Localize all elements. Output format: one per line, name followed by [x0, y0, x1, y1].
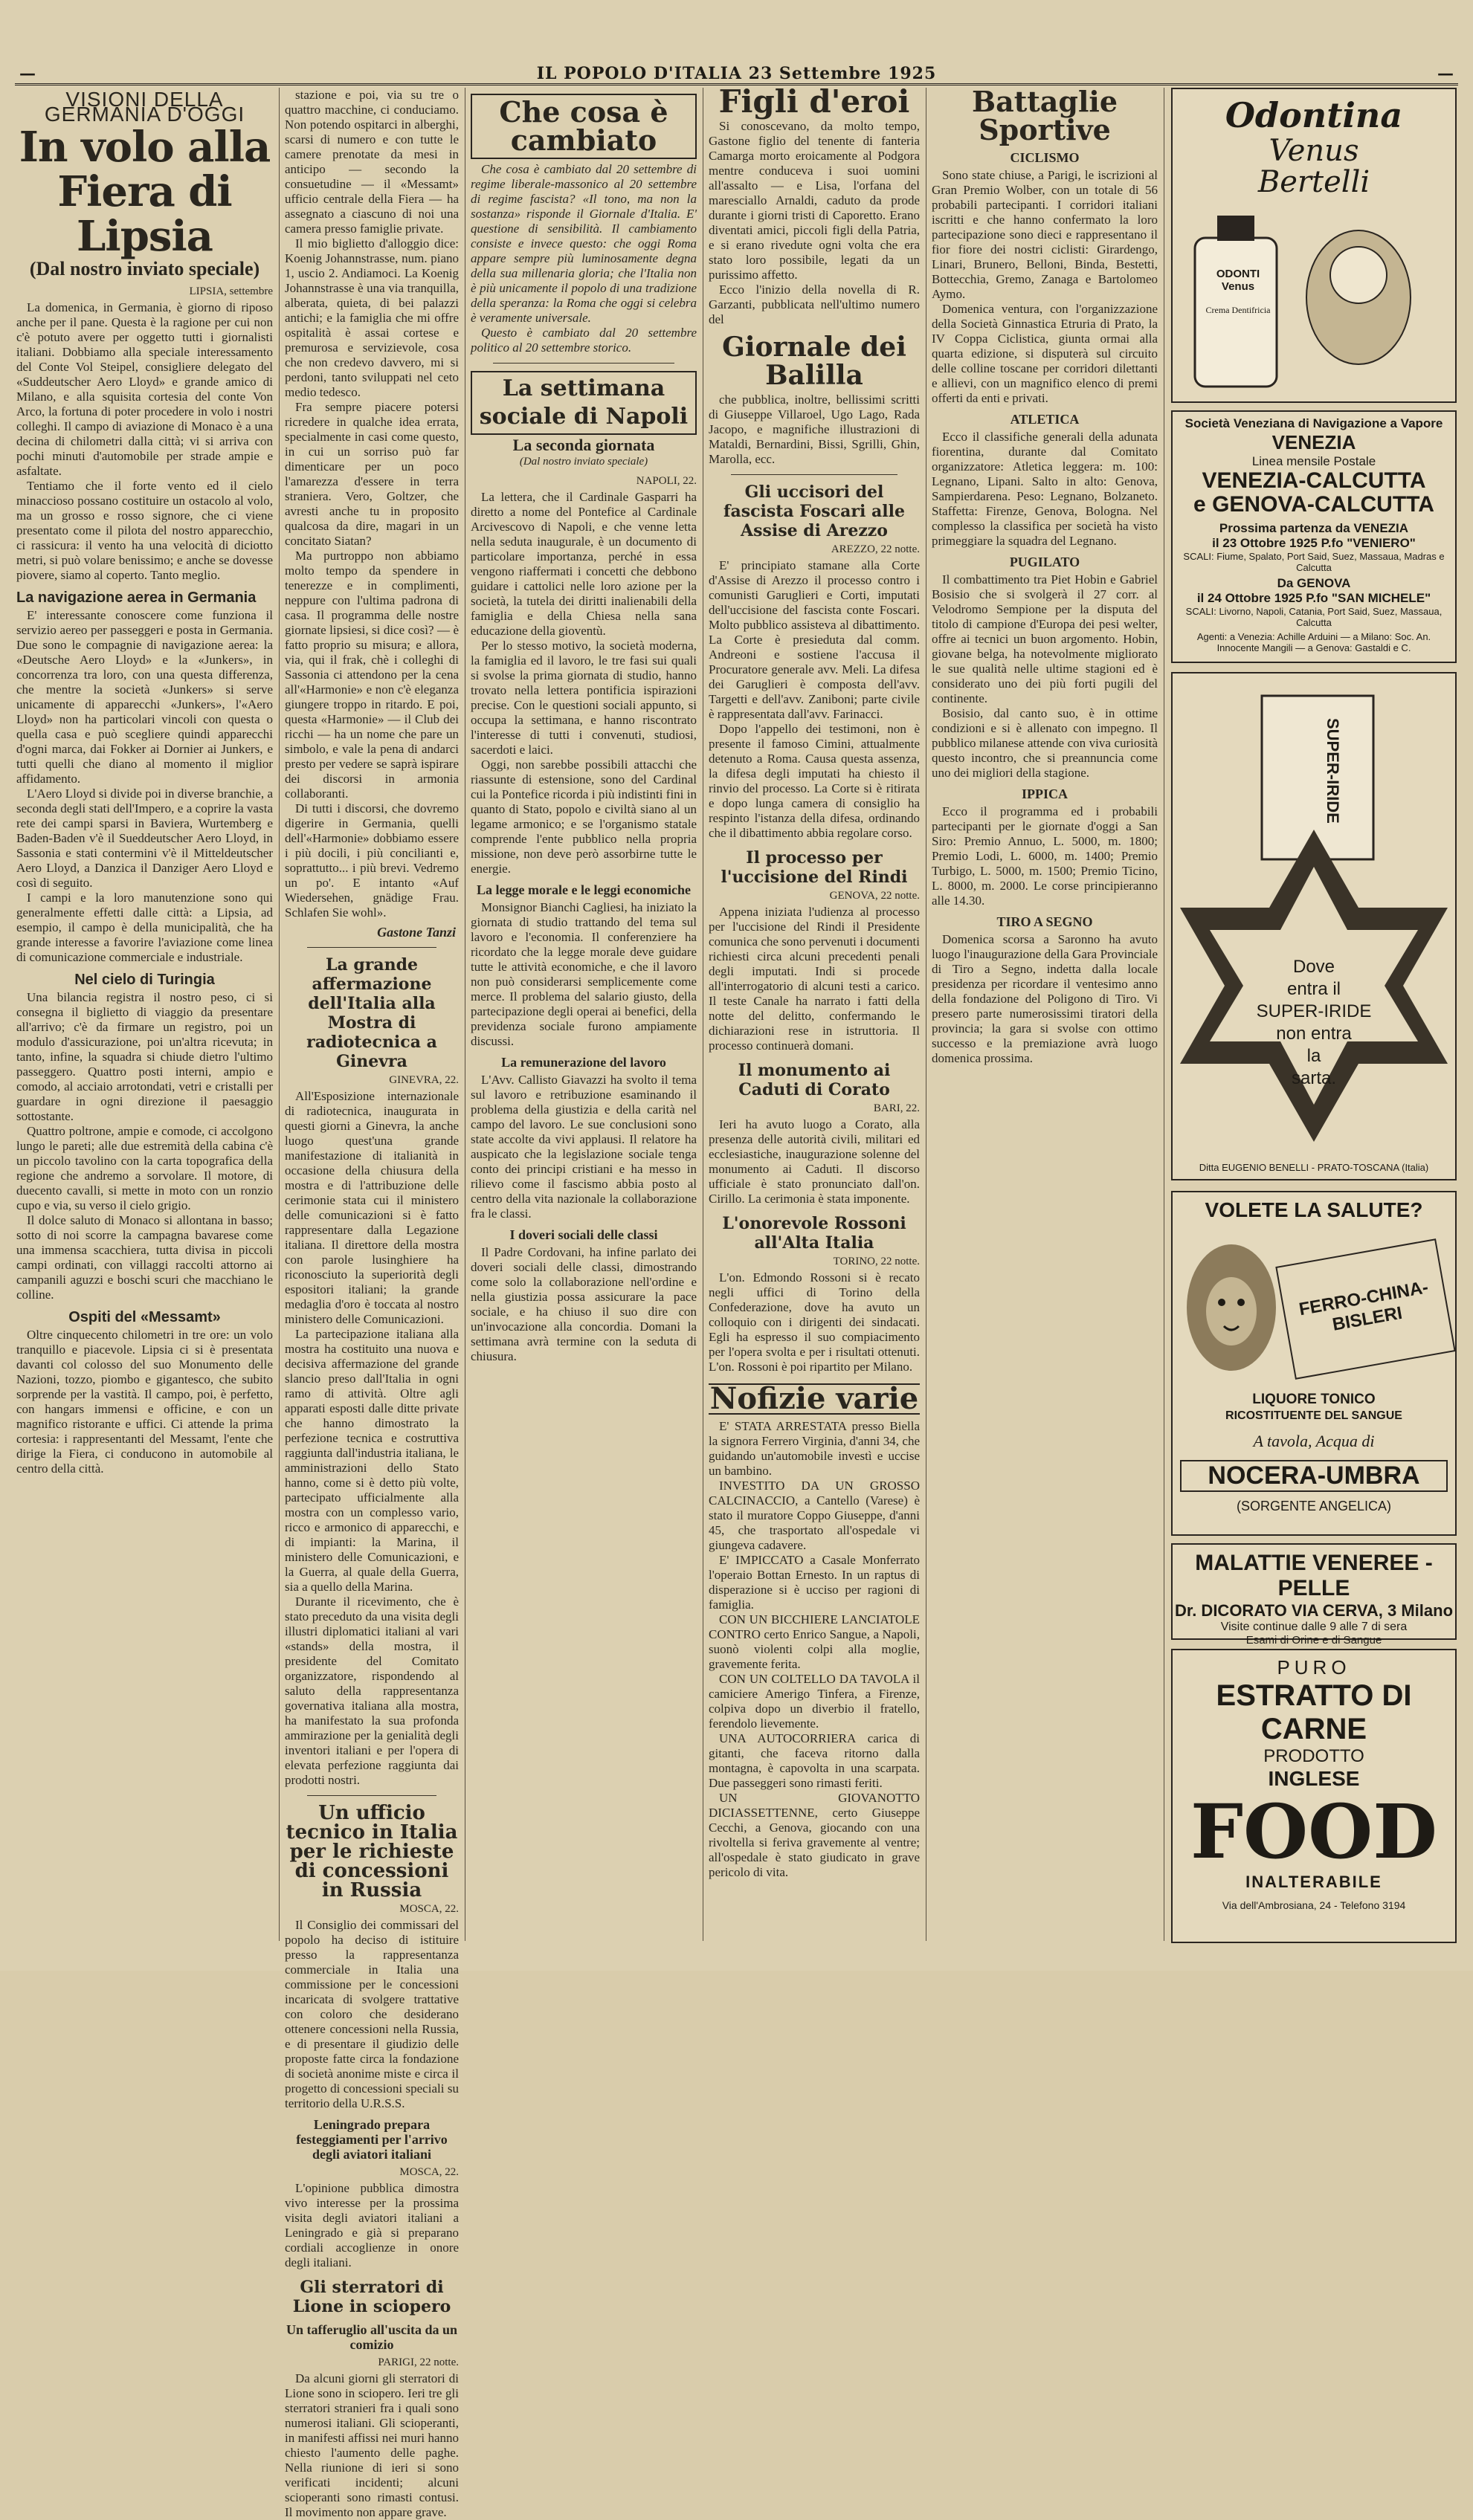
paragraph: Appena iniziata l'udienza al processo per l'uccisione del Rindi il Presidente comunica che sono pervenuti i documenti richiesti circa alcuni precedenti penali degli imputati. Indi si procede all'interrogatorio di alcuni testi a carico. Il teste Canale ha narrato i fatti della notte del delitto, confermando le dichiarazioni rese in istruttoria. Il processo continuerà domani.	[709, 905, 920, 1053]
headline-rindi: Il processo per l'uccisione del Rindi	[721, 848, 908, 887]
paragraph: L'Avv. Callisto Giavazzi ha svolto il tema sul lavoro e retribuzione esaminando il problema della giustizia e della carità nel campo del lavoro. Le sue conclusioni sono state accolte da vivi applausi. Il relatore ha auspicato che la legislazione sociale tenga conto dei principi cristiani e ha messo in rilievo come il fascismo abbia posto al centro della vita nazionale la collaborazione fra le classi.	[471, 1073, 697, 1221]
ad-food-line: PURO	[1277, 1656, 1351, 1679]
ad-agents: Agenti: a Venezia: Achille Arduini — a Milano: Soc. An. Innocente Mangili — a Genova: Gastaldi e C.	[1196, 631, 1431, 653]
ad-ports: SCALI: Livorno, Napoli, Catania, Port Said, Suez, Massaua, Calcutta	[1185, 606, 1443, 628]
section-heading: ATLETICA	[1010, 412, 1080, 427]
paragraph: Bosisio, dal canto suo, è in ottime condizioni e si è allenato con impegno. Il pubblico milanese attende con viva curiosità questo incontro, che si preannuncia come uno dei migliori della stagione.	[932, 706, 1158, 780]
paragraph: che pubblica, inoltre, bellissimi scritti di Giuseppe Villaroel, Ugo Lago, Rada Jacopo, e magnifiche illustrazioni di Mataldi, Bernardini, Bissi, Sgrilli, Ghin, Marolla, ecc.	[709, 392, 920, 466]
paragraph: All'Esposizione internazionale di radiotecnica, inaugurata in questi giorni a Ginevra, la anche luogo quest'una grande manifestazione di italianità in occasione della chiusura della mostra e di l'attribuzione delle cerimonie stata cui il ministero delle comunicazioni si è fatto rappresentare dalla Legazione italiana. Il direttore della mostra con parole lusinghiere ha riconosciuto la superiorità degli espositori italiani; la grande medaglia d'oro è toccata al nostro ministero delle Comunicazioni.	[285, 1089, 459, 1326]
paragraph: L'Aero Lloyd si divide poi in diverse branchie, a seconda degli stati dell'Impero, e a coprire la vasta rete dei campi sparsi in Baviera, Wurtemberg e Baden-Baden v'è il Sueddeutscher Aero Lloyd, in Sassonia e stati contermini v'è il Mitteldeutscher Aero Lloyd, a Danzica il Danziger Aero Lloyd e così di seguito.	[16, 786, 273, 890]
paragraph: La domenica, in Germania, è giorno di riposo anche per il pane. Questa è la ragione per cui non c'è potuto avere per oggetto tutti i giornalisti italiani. Dobbiamo alla speciale interessamento del Conte Vol Steipel, consigliere delegato del «Suddeutscher Aero Lloyd» e grande amico di Milano, e alla squisita cortesia del conte Von Arco, la fortuna di poter procedere in volo i nostri colleghi. Il campo di aviazione di Monaco è a una decina di chilometri dalla città; vi si arriva con pochi minuti d'automobile per strade ampie e asfaltate.	[16, 300, 273, 478]
ad-city: VENEZIA	[1271, 431, 1356, 453]
news-item: CON UN COLTELLO DA TAVOLA il camiciere Amerigo Tinfera, a Firenze, colpiva dopo un diverbio il fratello, ferendolo lievemente.	[709, 1672, 920, 1731]
ad-brand-line: Venus	[1269, 134, 1359, 168]
ad-brand: Odontina	[1225, 95, 1403, 135]
masthead-left: —	[19, 64, 36, 83]
column-1	[16, 88, 273, 1941]
separator	[307, 1795, 436, 1796]
headline-corato: Il monumento ai Caduti di Corato	[738, 1061, 891, 1099]
ad-head: MALATTIE VENEREE - PELLE	[1195, 1551, 1433, 1600]
ad-slogan	[1173, 956, 1455, 1090]
paragraph: Per lo stesso motivo, la società moderna, la famiglia ed il lavoro, le tre fasi sui quali si svolse la prima giornata di studio, hanno trovato nella lettera pontificia ispirazioni precise. Con le questioni sociali appunto, si occupa la settimana, e hanno riscontrato l'interesse di tutti i convenuti, studiosi, sacerdoti e laici.	[471, 639, 697, 757]
paragraph: Tentiamo che il forte vento ed il cielo minaccioso possano costituire un ostacolo al volo, ma un grosso e rosso signore, che ci viene presentato come il pilota del nostro apparecchio, ci rassicura: il vento ha una velocità di diciotto metri, si può volare benissimo; e anche se dovesse piovere, siamo al coperto. Tanto meglio.	[16, 479, 273, 582]
paragraph: Monsignor Bianchi Cagliesi, ha iniziato la giornata di studio trattando del tema sul lavoro e l'economia. Il conferenziere ha ricordato che la legge morale deve guidare tutte le attività economiche, e che il lavoro non può considerarsi semplicemente come merce. Il problema del salario giusto, della partecipazione degli operai ai benefici, della previdenza sociale furono ampiamente discussi.	[471, 900, 697, 1048]
ad-tagline: A tavola, Acqua di	[1253, 1432, 1375, 1450]
ad-departure: il 23 Ottobre 1925 P.fo "VENIERO"	[1212, 536, 1416, 550]
section-heading: IPPICA	[1022, 786, 1068, 801]
news-item: UN GIOVANOTTO DICIASSETTENNE, certo Giuseppe Cecchi, a Genova, giocando con una rivoltella si feriva gravemente al ventre; all'ospedale è stato giudicato in grave pericolo di vita.	[709, 1791, 920, 1879]
dateline: PARIGI, 22 notte.	[378, 2356, 459, 2368]
small-note: (Dal nostro inviato speciale)	[519, 456, 648, 468]
paragraph: Ecco il programma ed i probabili partecipanti per le giornate d'oggi a San Siro: Premio Annuo, L. 5000, m. 1800; Premio Lodi, L. 6000, m. 1400; Premio Turbigo, L. 5000, m. 1500; Premio Ticino, L. 8000, m. 2000. Le corse principieranno alle 14.30.	[932, 804, 1158, 908]
column-2	[285, 88, 459, 2519]
news-item: INVESTITO DA UN GROSSO CALCINACCIO, a Cantello (Varese) è stato il muratore Coppo Giuseppe, d'anni 45, che trasportato all'ospedale vi giungeva cadavere.	[709, 1479, 920, 1552]
column-3	[471, 88, 697, 1941]
paragraph: Il dolce saluto di Monaco si allontana in basso; sotto di noi scorre la campagna bavarese come una immensa scacchiera, tutta divisa in piccoli campi ordinati, con villaggi raccolti attorno ai campanili aguzzi e boschi scuri che macchiano le colline.	[16, 1213, 273, 1302]
ad-spring: (SORGENTE ANGELICA)	[1236, 1499, 1392, 1513]
slogan-line: entra il	[1286, 979, 1341, 999]
paragraph: La lettera, che il Cardinale Gasparri ha diretto a nome del Pontefice al Cardinale Arcivescovo di Napoli, e che venne letta nella seduta inaugurale, è un documento di particolare importanza, perché in essa vengono riaffermati i concetti che debbono guidare i cattolici nelle loro azione per la società, la tutela dei diritti inalienabili della famiglia e della Chiesa nella sana educazione della gioventù.	[471, 490, 697, 638]
paragraph: Ma purtroppo non abbiamo molto tempo da spendere in tenerezze e in complimenti, neppure con l'ultima padrona di casa. Il programma delle nostre giornate lipsiesi, si dice così? — è fatto proprio su misura; e allora, via, qui il frak, chè i colleghi di Sassonia ci attendono per la cena all'«Harmonie» e non c'è eleganza giungere troppo in ritardo. E poi, questa «Harmonie» — il Club dei ricchi — ha un nome che pare un simbolo, e vale la pena di andarci presto per vedere se saprà ispirare dei discorsi in armonia collaboranti.	[285, 549, 459, 801]
ad-doctor: Dr. DICORATO VIA CERVA, 3 Milano	[1174, 1601, 1454, 1620]
dateline: MOSCA, 22.	[399, 2166, 459, 2178]
headline-sterratori-lione: Gli sterratori di Lione in sciopero	[292, 2278, 451, 2316]
paragraph: Oltre cinquecento chilometri in tre ore: un volo tranquillo e piacevole. Lipsia ci si è presentata davanti col colosso del suo Monumento delle Nazioni, tozzo, piombo e gigantesco, che subito sorprende per la vastità. Il campo, poi, è perfetto, con hangars immensi e officine, e con un magnifico ristorante e uffici. Ci attende la prima cortesia: i rappresentanti del Messamt, l'ente che dirige la Fiera, ci conducono in automobile al centro della città.	[16, 1328, 273, 1476]
paragraph: Ecco il classifiche generali della adunata fiorentina, durante dal Comitato organizzatore: Atletica leggera: m. 100: Legnano, Lipani. Salto in alto: Genova, Sampierdarena. Peso: Legnano, Bolzaneto. Staffetta: Firenze, Genova, Bologna. Nel complesso la classifica per società ha visto primeggiare la squadra del Legnano.	[932, 430, 1158, 548]
masthead-right: —	[1437, 64, 1454, 83]
paragraph: Una bilancia registra il nostro peso, ci si consegna il biglietto di viaggio da presentare all'arrivo; c'è da firmare un registro, poi un modulo d'assicurazione, poi un'altra ricevuta; in tanto, infine, la squadra si chiude dietro l'ultimo passeggero. Quattro posti interni, ampio e comodo, al acciaio arrotondati, vetri e cristalli per guardare in ogni direzione il paesaggio sottostante.	[16, 990, 273, 1123]
ad-maker: Ditta EUGENIO BENELLI - PRATO-TOSCANA (Italia)	[1199, 1162, 1429, 1173]
ad-food-line: PRODOTTO	[1263, 1746, 1364, 1766]
slogan-line: la	[1306, 1046, 1321, 1066]
paragraph: Domenica ventura, con l'organizzazione della Società Ginnastica Etruria di Prato, la IV Coppa Ciclistica, giunta ormai alla quarta edizione, si disputerà sul circuito delle colline toscane per corridori dilettanti e allievi, con un magnifico elenco di premi offerti da enti e privati.	[932, 302, 1158, 405]
column-4	[709, 83, 920, 1941]
paragraph: Fra sempre piacere potersi ricredere in qualche idea errata, specialmente in casi come questo, in cui un sorriso può far dimenticare per un poco l'amarezza d'essere in terra straniera. Vero, Goltzer, che avresti anche tu in proposito qualcosa da dire, magari in un concitato Siatan?	[285, 400, 459, 548]
ad-food-line: ESTRATTO DI CARNE	[1216, 1679, 1412, 1745]
dateline: AREZZO, 22 notte.	[831, 543, 920, 555]
tube-label: Crema Dentifricia	[1205, 305, 1271, 315]
paragraph: Questo è cambiato dal 20 settembre politico al 20 settembre storico.	[471, 326, 697, 355]
paragraph: Dopo l'appello dei testimoni, non è presente il famoso Cimini, attualmente detenuto a Roma. Causa questa assenza, la difesa degli imputati ha chiesto il rinvio del processo. La Corte si è ritirata e dopo lunga camera di consiglio ha respinto l'istanza della difesa, ordinando che il dibattimento abbia regolare corso.	[709, 722, 920, 840]
ad-ports: SCALI: Fiume, Spalato, Port Said, Suez, Massaua, Madras e Calcutta	[1183, 551, 1445, 573]
subheadline: (Dal nostro inviato speciale)	[29, 258, 260, 280]
paragraph: Sono state chiuse, a Parigi, le iscrizioni al Gran Premio Wolber, con un totale di 56 probabili partecipanti. I corridori italiani iscritti e che hanno confermato la loro partecipazione sono dieci e rappresentano il fior fiore dei nostri ciclisti: Girardengo, Linari, Brunero, Belloni, Binda, Bestetti, Bottecchia, Gremo, Zanaga e Bartolomeo Aymo.	[932, 168, 1158, 301]
section-heading: La remunerazione del lavoro	[501, 1055, 666, 1070]
paragraph: Si conoscevano, da molto tempo, Gastone figlio del tenente di fanteria Camarga morto eroicamente al Podgora mentre conduceva i suoi uomini all'assalto — e Lisa, l'orfana del maresciallo Arnaldi, caduto da prode durante i giorni tristi di Caporetto. Erano diventati amici, piccoli figli della Patria, e si erano rivedute ogni volta che era stato loro possibile, legati da un purissimo affetto.	[709, 119, 920, 282]
ad-head: Società Veneziana di Navigazione a Vapore	[1184, 416, 1443, 430]
ad-food-brand: FOOD	[1190, 1788, 1437, 1876]
paragraph: Di tutti i discorsi, che dovremo digerire in Germania, quelli dell'«Harmonie» dobbiamo essere i più docili, i più concilianti e, soprattutto... i più brevi. Vedremo un po'. E intanto «Auf Wiedersehen, gnädige Frau. Schlafen Sie wohl».	[285, 801, 459, 920]
ad-odontina	[1171, 88, 1457, 403]
ad-food	[1171, 1649, 1457, 1943]
paragraph: Il Consiglio dei commissari del popolo ha deciso di istituire presso la rappresentanza commerciale in Italia una commissione per le concessioni incaricata di svolgere trattative con coloro che desiderano ottenere concessioni nella Russia, e di presentare il giudizio delle proposte fatte circa la fondazione di società anonime miste e circa il progetto di concessioni speciali su territorio della U.R.S.S.	[285, 1918, 459, 2110]
slogan-line: Dove	[1292, 957, 1335, 977]
headline-settimana-sociale: La settimana sociale di Napoli	[471, 371, 697, 435]
paragraph: Il mio biglietto d'alloggio dice: Koenig Johannstrasse, num. piano 1, uscio 2. Andiamoci. La Koenig Johannstrasse è una via tranquilla, alberata, quieta, di bei palazzi antichi; e la famiglia che mi offre ospitalità è assai cortese e premurosa e servizievole, cosa che non credevo davvero, mi si perdoni, tanto sviluppati nel ceto medio tedesco.	[285, 236, 459, 399]
separator	[307, 947, 436, 948]
ad-route: e GENOVA-CALCUTTA	[1193, 492, 1434, 517]
section-heading: TIRO A SEGNO	[996, 914, 1093, 929]
news-item: CON UN BICCHIERE LANCIATOLE CONTRO certo Enrico Sangue, a Napoli, suonò violenti colpi alla moglie, gravemente ferita.	[709, 1612, 920, 1671]
ad-tagline: RICOSTITUENTE DEL SANGUE	[1225, 1409, 1402, 1422]
section-heading: La navigazione aerea in Germania	[16, 589, 257, 606]
paragraph: Durante il ricevimento, che è stato preceduto da una visita degli illustri diplomatici italiani al vari «stands» della mostra, il presidente del Comitato organizzatore, rispondendo al saluto della rappresentanza governativa italiana alla mostra, ha manifestato la sua profonda ammirazione per la genialità degli inventori italiani e per l'opera di elevata perfezione raggiunta dai prodotti nostri.	[285, 1595, 459, 1787]
news-item: UNA AUTOCORRIERA carica di gitanti, che faceva ritorno dalla montagna, è capovolta in una scarpata. Due passeggeri sono rimasti feriti.	[709, 1731, 920, 1790]
box-label: SUPER-IRIDE	[1324, 718, 1342, 824]
masthead-title: IL POPOLO D'ITALIA 23 Settembre 1925	[536, 64, 937, 83]
masthead	[15, 64, 1458, 85]
headline-che-cosa-e-cambiato: Che cosa è cambiato	[471, 94, 697, 159]
subheadline: La seconda giornata	[512, 436, 655, 454]
ad-departure: il 24 Ottobre 1925 P.fo "SAN MICHELE"	[1196, 591, 1431, 605]
ad-hours: Visite continue dalle 9 alle 7 di sera	[1220, 1621, 1408, 1633]
section-heading: CICLISMO	[1010, 150, 1080, 165]
ad-ferro-china	[1171, 1191, 1457, 1536]
paragraph: Che cosa è cambiato dal 20 settembre di regime liberale-massonico al 20 settembre di regime fascista? «Il tono, ma non la sostanza» risponde il Giornale d'Italia. E' questione di sensibilità. Il cambiamento consiste e invece questo: che oggi Roma appare sempre più luminosamente degna della sua millenaria gloria; che l'Italia non è più unicamente il popolo di una tradizione della speranza: la Roma che oggi si celebra è veramente universale.	[471, 162, 697, 325]
paragraph: Quattro poltrone, ampie e comode, ci accolgono lungo le pareti; alle due estremità della cabina c'è un piccolo tavolino con la carta topografica della regione che andremo a sorvolare. Il motore, di duecento cavalli, si mette in moto con un ronzio cupo e via, su verso il cielo grigio.	[16, 1124, 273, 1212]
dateline: LIPSIA, settembre	[189, 285, 273, 297]
byline: Gastone Tanzi	[377, 925, 456, 940]
subheadline: Un tafferuglio all'uscita da un comizio	[286, 2322, 458, 2352]
paragraph: Da alcuni giorni gli sterratori di Lione sono in sciopero. Ieri tre gli sterratori stranieri fra i quali sono numerosi italiani. Gli scioperanti, in manifesti affissi nei muri hanno chiesto l'aumento delle paghe. Nella riunione di ieri si sono verificati incidenti; alcuni scioperanti sono rimasti contusi. Il movimento non appare grave.	[285, 2371, 459, 2519]
dateline: TORINO, 22 notte.	[833, 1256, 920, 1267]
paragraph: L'opinione pubblica dimostra vivo interesse per la prossima visita degli aviatori italiani a Leningrado e già si preparano cordiali accoglienze in onore degli italiani.	[285, 2181, 459, 2269]
headline-ufficio-tecnico: Un ufficio tecnico in Italia per le richieste di concessioni in Russia	[286, 1802, 458, 1902]
ad-brand-line: Bertelli	[1257, 165, 1370, 199]
slogan-line: sarta.	[1291, 1068, 1337, 1088]
section-heading: PUGILATO	[1009, 555, 1080, 569]
paragraph: Il Padre Cordovani, ha infine parlato dei doveri sociali delle classi, dimostrando come solo la collaborazione nell'ordine e nella giustizia possa assicurare la pace sociale, e ha chiuso il suo dire con un'invocazione alla concordia. Domani la settimana avrà termine con la seduta di chiusura.	[471, 1245, 697, 1363]
headline-foscari: Gli uccisori del fascista Foscari alle Assise di Arezzo	[723, 482, 906, 540]
paragraph: E' principiato stamane alla Corte d'Assise di Arezzo il processo contro i comunisti Garuglieri e Corti, imputati dell'uccisione del fascista conte Foscari. Molto pubblico assisteva al dibattimento. La Corte è presieduta dal comm. Andreoni e sostiene l'accusa il Procuratore generale avv. Meli. La difesa dei Garuglieri è composta dell'avv. Targetti e dell'avv. Zaniboni; parte civile è rappresentata dall'avv. Farinacci.	[709, 558, 920, 721]
ad-navigazione	[1171, 410, 1457, 663]
headline-giornale-balilla: Giornale dei Balilla	[722, 332, 906, 391]
headline-leningrado: Leningrado prepara festeggiamenti per l'arrivo degli aviatori italiani	[296, 2117, 448, 2162]
paragraph: stazione e poi, via su tre o quattro macchine, ci conduciamo. Non potendo ospitarci in alberghi, scarsi di numero e con tutte le camere prenotate da mesi in anticipo — secondo la consuetudine — il «Messamt» ufficio centrale della Fiera — ha assegnato a ciascuno di noi una camera presso famiglie private.	[285, 88, 459, 236]
paragraph: E' interessante conoscere come funziona il servizio aereo per passeggeri e posta in Germania. Due sono le compagnie di navigazione aerea: la «Deutsche Aero Lloyd» e la «Junkers», in concorrenza tra loro, con una questa differenza, che mentre la società «Junkers» si serve unicamente di apparecchi «Junkers», l'«Aero Lloyd» non ha particolari vincoli con questa o quella casa e può scegliere quindi apparecchi d'ogni marca, dai Fokker ai Dornier ai Junkers, e tutti quelli che diano al momento il miglior affidamento.	[16, 608, 273, 786]
ad-malattie	[1171, 1543, 1457, 1647]
section-heading: Nel cielo di Turingia	[74, 972, 215, 988]
headline-fiera-lipsia: In volo alla Fiera di Lipsia	[19, 123, 271, 261]
ad-address: Via dell'Ambrosiana, 24 - Telefono 3194	[1222, 1899, 1406, 1911]
ad-water-brand: NOCERA-UMBRA	[1180, 1460, 1448, 1492]
section-heading: La legge morale e le leggi economiche	[477, 882, 691, 897]
section-heading: I doveri sociali delle classi	[509, 1227, 658, 1242]
headline-rossoni: L'onorevole Rossoni all'Alta Italia	[722, 1214, 906, 1253]
paragraph: Oggi, non sarebbe possibili attacchi che riassunte di estensione, sono del Cardinal cui la Pontefice ricorda i più indistinti fini in quanto di Stato, popolo e civiltà siano al un legame armonico; e se l'organismo statale comprende l'ente pubblico nella propria missione, non deve però assorbirne tutte le energie.	[471, 757, 697, 876]
paragraph: Ecco l'inizio della novella di R. Garzanti, pubblicata nell'ultimo numero del	[709, 282, 920, 326]
slogan-line: non entra	[1276, 1024, 1352, 1044]
dateline: NAPOLI, 22.	[636, 475, 697, 487]
separator	[493, 363, 674, 364]
dateline: BARI, 22.	[873, 1102, 920, 1114]
ad-tagline: LIQUORE TONICO	[1252, 1392, 1376, 1407]
ad-brand: FERRO-CHINA-BISLERI	[1275, 1238, 1455, 1380]
news-item: E' STATA ARRESTATA presso Biella la signora Ferrero Virginia, d'anni 34, che guidando un'automobile investì e uccise un bambino.	[709, 1419, 920, 1478]
ad-departure: Prossima partenza da VENEZIA	[1219, 521, 1409, 535]
ad-route: VENEZIA-CALCUTTA	[1202, 468, 1426, 493]
slogan-line: SUPER-IRIDE	[1256, 1001, 1372, 1021]
paragraph: Il combattimento tra Piet Hobin e Gabriel Bosisio che si svolgerà il 27 corr. al Velodromo Sempione per la disputa del titolo di campione d'Europa dei pesi welter, offre ai tecnici un buon argomento. Hobin, giovane belga, ha notevolmente migliorato le sue qualità nelle ultime stagioni ed è considerato uno dei più forti pugili del continente.	[932, 572, 1158, 705]
paragraph: La partecipazione italiana alla mostra ha costituito una nuova e decisiva affermazione del grande slancio preso dall'Italia in ogni ramo di attività. Oltre agli apparati esposti dalle ditte private che hanno dimostrato la perfezione tecnica e costruttiva raggiunta dall'industria italiana, le amministrazioni dello Stato hanno, come si è detto più volte, partecipato ufficialmente alla mostra con un complesso vario, ricco e armonico di apparecchi, e di impianti: la Marina, il ministero delle Comunicazioni, e la Guerra, al quale della Guerra, sia a quello della Marina.	[285, 1327, 459, 1594]
lion-head-icon	[1183, 1237, 1280, 1378]
ad-food-line: INGLESE	[1268, 1767, 1360, 1790]
dateline: GENOVA, 22 notte.	[829, 890, 920, 902]
ad-extra: Esami di Orine e di Sangue	[1245, 1634, 1382, 1647]
paragraph: L'on. Edmondo Rossoni si è recato negli uffici di Torino della Confederazione, dove ha avuto un colloquio con i dirigenti dei sindacati. Egli ha espresso il suo compiacimento per l'opera svolta e per i risultati ottenuti. L'on. Rossoni è poi ripartito per Milano.	[709, 1270, 920, 1374]
paragraph: Domenica scorsa a Saronno ha avuto luogo l'inaugurazione della Gara Provinciale di Tiro a Segno, indetta dalla locale presidenza per ricordare il ventesimo anno della fondazione del Poligono di Tiro. Vi presero parte numerosissimi tiratori della provincia; la gara si svolse con ottimo successo e la premiazione avrà luogo domenica prossima.	[932, 932, 1158, 1065]
paragraph: Ieri ha avuto luogo a Corato, alla presenza delle autorità civili, militari ed ecclesiastiche, inaugurazione solenne del monumento ai Caduti. Il discorso ufficiale è stato pronunciato dall'on. Cirillo. La cerimonia è stata imponente.	[709, 1117, 920, 1206]
column-5	[932, 85, 1158, 1941]
news-item: E' IMPICCATO a Casale Monferrato l'operaio Bottan Ernesto. In un raptus di disperazione si è ucciso per ragioni di famiglia.	[709, 1553, 920, 1612]
headline-ginevra: La grande affermazione dell'Italia alla Mostra di radiotecnica a Ginevra	[306, 955, 437, 1071]
dateline: MOSCA, 22.	[399, 1903, 459, 1915]
ad-line: Linea mensile Postale	[1251, 454, 1376, 468]
headline-figli-eroi: Figli d'eroi	[718, 83, 910, 120]
ad-super-iride	[1171, 672, 1457, 1180]
headline-battaglie-sportive: Battaglie Sportive	[971, 85, 1118, 146]
tube-label: ODONTI Venus	[1216, 268, 1260, 293]
dateline: GINEVRA, 22.	[389, 1074, 459, 1086]
separator	[731, 474, 897, 475]
paragraph: I campi e la loro manutenzione sono qui generalmente effetti dalle città: a Lipsia, ad esempio, il campo è della municipalità, che ha grande interesse a favorire l'aviazione come linea di comunicazione commerciale e industriale.	[16, 891, 273, 964]
section-heading: Ospiti del «Messamt»	[68, 1309, 221, 1325]
kicker: VISIONI DELLA GERMANIA D'OGGI	[44, 88, 245, 126]
ad-question: VOLETE LA SALUTE?	[1205, 1198, 1423, 1221]
ad-departure: Da GENOVA	[1277, 576, 1351, 590]
headline-notizie-varie: Nofizie varie	[709, 1381, 919, 1416]
ad-food-tag: INALTERABILE	[1245, 1873, 1382, 1891]
column-rule	[279, 88, 280, 1941]
